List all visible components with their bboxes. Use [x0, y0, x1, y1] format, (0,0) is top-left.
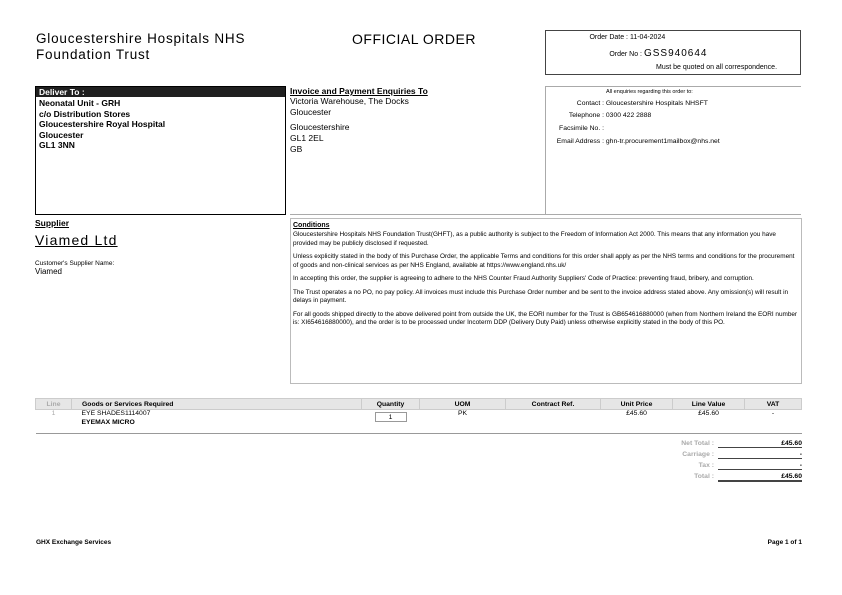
item-description: [72, 410, 362, 434]
column-header-line: Line: [36, 399, 72, 410]
grand-total-label: Total :: [694, 473, 714, 480]
conditions-paragraph: The Trust operates a no PO, no pay policy. All invoices must include this Purchase Order number and be sent to the invoice address stated above. Any omission(s) will result in delays in payment.: [293, 288, 789, 304]
line-number: 1: [36, 410, 72, 434]
column-header-line-value: Line Value: [673, 399, 745, 410]
order-info-box: [545, 30, 801, 75]
conditions-paragraph: For all goods shipped directly to the above delivered point from outside the UK, the EORI number for the Trust is GB654616880000 (when from Northern Ireland the EORI number is: XI654616880000), and the order is to be processed under Incoterm DDP (Delivery Duty Paid) unless otherwise explicitly stated in the body of this PO.: [293, 310, 798, 326]
net-total-value: £45.60: [718, 440, 802, 448]
item-line-value: £45.60: [673, 410, 745, 434]
deliver-to-heading: Deliver To :: [36, 87, 285, 97]
invoice-heading: Invoice and Payment Enquiries To: [290, 86, 428, 96]
item-contract-ref: [506, 410, 601, 434]
contact-label: Contact :: [576, 100, 604, 107]
column-header-contract-ref: Contract Ref.: [506, 399, 601, 410]
tax-label: Tax :: [698, 462, 714, 469]
column-header-description: Goods or Services Required: [72, 399, 362, 410]
item-unit-price: £45.60: [601, 410, 673, 434]
invoice-address-line: Victoria Warehouse, The Docks: [290, 96, 409, 106]
conditions-box: [290, 218, 802, 384]
email-label: Email Address :: [556, 138, 604, 145]
tax-row: [600, 462, 802, 473]
column-header-uom: UOM: [420, 399, 506, 410]
order-number-value: GSS940644: [643, 48, 708, 59]
divider: [290, 214, 801, 215]
invoice-address: [290, 96, 545, 155]
organisation-name-line2: Foundation Trust: [36, 47, 151, 62]
carriage-row: [600, 451, 802, 462]
column-header-unit-price: Unit Price: [601, 399, 673, 410]
carriage-label: Carriage :: [682, 451, 714, 458]
conditions-paragraph: In accepting this order, the supplier is agreeing to adhere to the NHS Counter Fraud Authority Suppliers' Code of Practice: preventing fraud, bribery, and corruption.: [293, 275, 754, 282]
net-total-label: Net Total :: [681, 440, 714, 447]
organisation-name-line1: Gloucestershire Hospitals NHS: [36, 31, 246, 46]
telephone-label: Telephone :: [568, 112, 604, 119]
item-description-line1: EYE SHADES1114007: [81, 410, 151, 417]
deliver-address-line: Neonatal Unit - GRH: [39, 98, 121, 108]
invoice-address-line: Gloucestershire: [290, 122, 350, 132]
table-row: [36, 410, 802, 434]
tax-value: -: [718, 462, 802, 470]
column-header-quantity: Quantity: [362, 399, 420, 410]
deliver-address-line: GL1 3NN: [39, 140, 75, 150]
item-quantity-cell: [362, 410, 420, 434]
conditions-paragraph: Gloucestershire Hospitals NHS Foundation Trust(GHFT), as a public authority is subject to the Freedom of Information Act 2000. This means that any information you have provided may be publicly disclosed if requested.: [293, 231, 776, 247]
item-uom: PK: [420, 410, 506, 434]
customer-supplier-name-value: Viamed: [35, 267, 62, 276]
carriage-value: -: [718, 451, 802, 459]
order-number-label: Order No :: [609, 51, 642, 58]
contact-value: Gloucestershire Hospitals NHSFT: [605, 100, 708, 107]
enquiries-box: [545, 86, 801, 214]
invoice-address-line: GL1 2EL: [290, 133, 324, 143]
invoice-address-line: Gloucester: [290, 107, 332, 117]
telephone-value: 0300 422 2888: [605, 112, 652, 119]
enquiries-heading: All enquiries regarding this order to:: [606, 89, 693, 95]
totals-block: [600, 440, 802, 484]
conditions-paragraph: Unless explicitly stated in the body of this Purchase Order, the applicable Terms and conditions for this order shall apply as per the NHS terms and conditions for the procurement of goods and non-clinical services as per NHS England, available at https://www.england.nhs.uk/: [293, 253, 795, 269]
order-date-value: 11-04-2024: [629, 34, 666, 41]
item-quantity: 1: [375, 412, 407, 422]
invoice-address-block: [290, 86, 545, 155]
item-vat: -: [745, 410, 802, 434]
order-number-note: Must be quoted on all correspondence.: [656, 64, 778, 71]
deliver-address-line: Gloucestershire Royal Hospital: [39, 119, 166, 129]
grand-total-row: [600, 473, 802, 484]
deliver-address-line: Gloucester: [39, 129, 84, 140]
supplier-block: [35, 218, 285, 276]
invoice-address-line: GB: [290, 144, 303, 154]
column-header-vat: VAT: [745, 399, 802, 410]
conditions-heading: Conditions: [293, 222, 330, 229]
page-number: Page 1 of 1: [767, 539, 802, 546]
document-title: OFFICIAL ORDER: [352, 31, 476, 47]
supplier-name: Viamed Ltd: [35, 232, 118, 248]
supplier-heading: Supplier: [35, 218, 70, 228]
order-lines-table: [35, 398, 802, 434]
grand-total-value: £45.60: [718, 473, 802, 482]
footer-provider: GHX Exchange Services: [36, 539, 112, 546]
customer-supplier-name-label: Customer's Supplier Name:: [35, 260, 115, 267]
item-description-line2: EYEMAX MICRO: [81, 419, 135, 426]
organisation-name: [36, 31, 245, 63]
deliver-to-box: [35, 86, 286, 215]
net-total-row: [600, 440, 802, 451]
email-value[interactable]: ghn-tr.procurement1mailbox@nhs.net: [605, 138, 720, 145]
table-header-row: [36, 399, 802, 410]
fax-label: Facsimile No. :: [559, 125, 604, 132]
deliver-to-address: [36, 97, 285, 152]
deliver-address-line: c/o Distribution Stores: [39, 108, 131, 119]
order-date-label: Order Date :: [589, 34, 628, 41]
